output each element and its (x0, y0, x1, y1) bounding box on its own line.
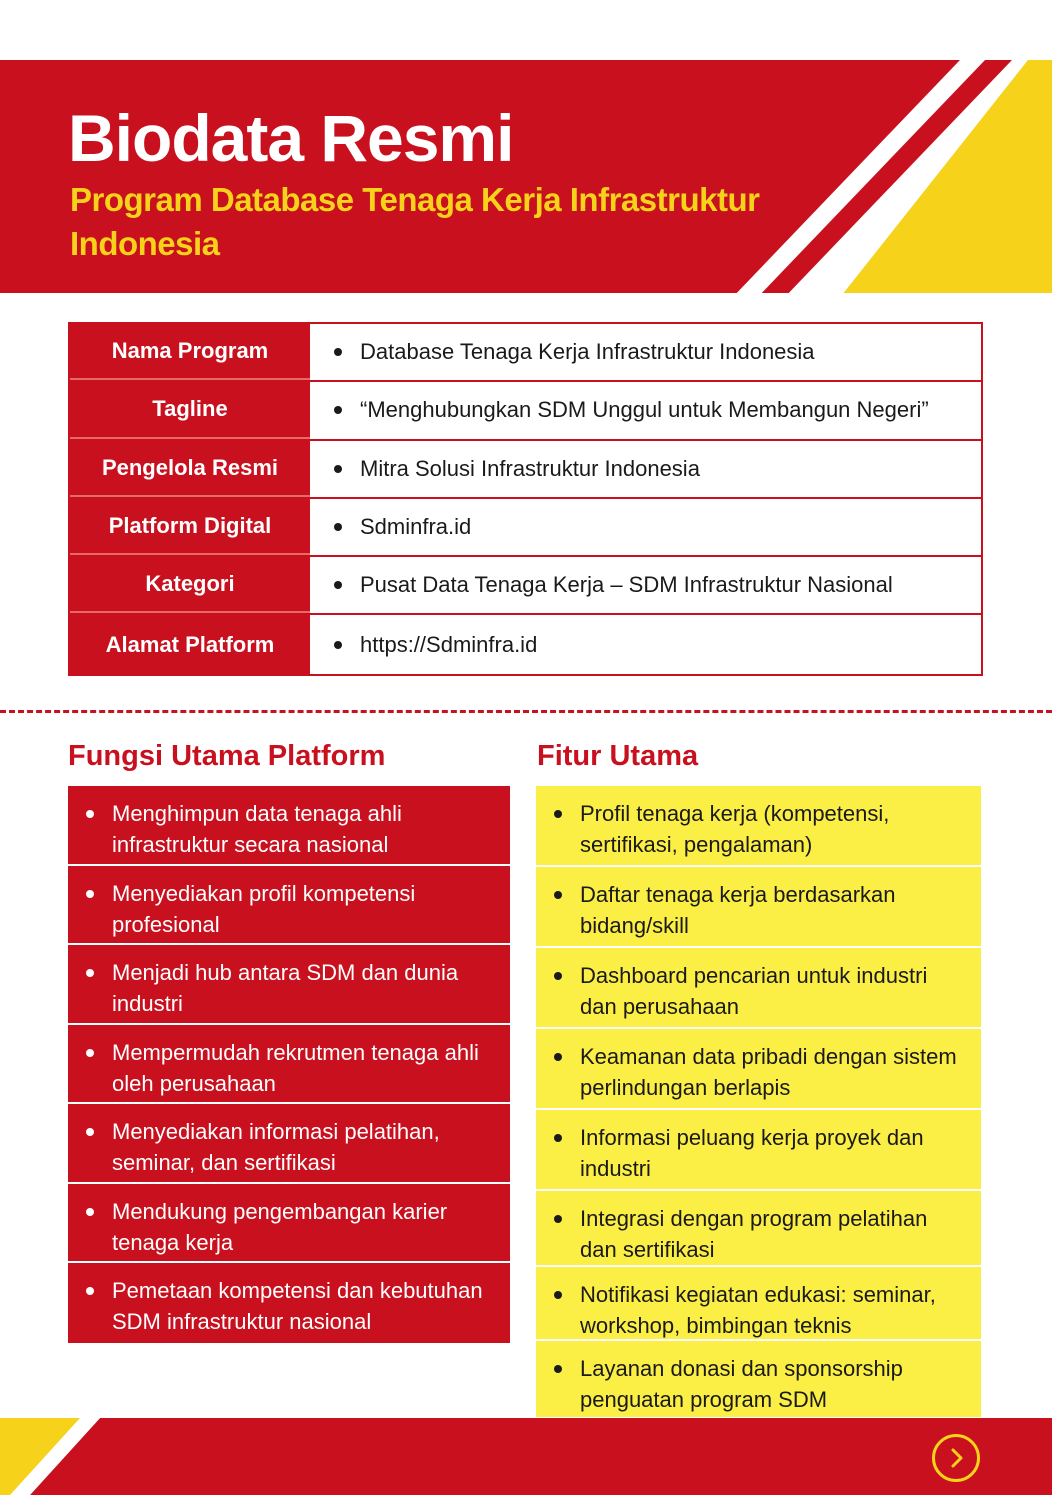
list-item (536, 1110, 981, 1191)
list-item-text: Menyediakan informasi pelatihan, seminar, dan sertifikasi (112, 1119, 440, 1175)
fitur-list (536, 786, 981, 1417)
fungsi-title: Fungsi Utama Platform (68, 740, 386, 772)
info-row-tagline (70, 382, 981, 440)
bullet-icon (554, 891, 562, 899)
list-item (68, 786, 510, 866)
info-row-alamat (70, 615, 981, 673)
info-value: “Menghubungkan SDM Unggul untuk Membangun Negeri” (360, 397, 929, 423)
list-item (536, 1191, 981, 1267)
bullet-icon (554, 972, 562, 980)
info-value-cell (310, 557, 981, 613)
info-row-kategori (70, 557, 981, 615)
bullet-icon (554, 1053, 562, 1061)
list-item (536, 1267, 981, 1341)
info-row-nama-program (70, 324, 981, 382)
list-item (536, 867, 981, 948)
footer-background (0, 1418, 1052, 1495)
list-item-text: Mempermudah rekrutmen tenaga ahli oleh perusahaan (112, 1039, 479, 1096)
bullet-icon (86, 1208, 94, 1216)
list-item (536, 786, 981, 867)
info-label: Nama Program (70, 324, 310, 380)
bullet-icon (334, 581, 342, 589)
bullet-icon (554, 1215, 562, 1223)
list-item-text: Dashboard pencarian untuk industri dan perusahaan (580, 963, 928, 1019)
info-value-cell (310, 324, 981, 380)
info-value: Database Tenaga Kerja Infrastruktur Indonesia (360, 339, 815, 365)
chevron-right-icon (944, 1446, 968, 1470)
list-item-text: Notifikasi kegiatan edukasi: seminar, workshop, bimbingan teknis (580, 1282, 936, 1338)
page-subtitle: Program Database Tenaga Kerja Infrastruktur Indonesia (70, 181, 760, 262)
list-item-text: Menyediakan profil kompetensi profesional (112, 880, 416, 937)
next-button[interactable] (932, 1434, 980, 1482)
list-item (68, 1025, 510, 1105)
info-row-platform (70, 499, 981, 557)
bullet-icon (554, 1291, 562, 1299)
list-item (68, 866, 510, 946)
bullet-icon (334, 465, 342, 473)
fitur-title: Fitur Utama (537, 740, 699, 772)
info-row-pengelola (70, 441, 981, 499)
list-item (536, 1029, 981, 1110)
info-value-cell (310, 441, 981, 497)
bullet-icon (334, 523, 342, 531)
bullet-icon (86, 969, 94, 977)
list-item-text: Profil tenaga kerja (kompetensi, sertifikasi, pengalaman) (580, 801, 890, 857)
list-item (68, 1184, 510, 1264)
bullet-icon (334, 641, 342, 649)
list-item-text: Integrasi dengan program pelatihan dan sertifikasi (580, 1206, 928, 1262)
bullet-icon (554, 810, 562, 818)
bullet-icon (86, 1128, 94, 1136)
dashed-divider (0, 710, 1052, 713)
bullet-icon (86, 1287, 94, 1295)
bullet-icon (334, 348, 342, 356)
bullet-icon (86, 1049, 94, 1057)
bullet-icon (86, 810, 94, 818)
list-item-text: Pemetaan kompetensi dan kebutuhan SDM infrastruktur nasional (112, 1278, 483, 1334)
info-label: Pengelola Resmi (70, 441, 310, 497)
info-label: Kategori (70, 557, 310, 613)
info-value: Pusat Data Tenaga Kerja – SDM Infrastruktur Nasional (360, 572, 893, 598)
bullet-icon (554, 1365, 562, 1373)
list-item (536, 948, 981, 1029)
page-title: Biodata Resmi (68, 101, 514, 175)
list-item-text: Informasi peluang kerja proyek dan industri (580, 1125, 924, 1181)
list-item-text: Layanan donasi dan sponsorship penguatan program SDM (580, 1356, 903, 1412)
info-label: Tagline (70, 382, 310, 438)
list-item (536, 1341, 981, 1417)
info-value-cell (310, 499, 981, 555)
info-label: Platform Digital (70, 499, 310, 555)
fungsi-list (68, 786, 510, 1343)
info-label: Alamat Platform (70, 615, 310, 673)
list-item-text: Daftar tenaga kerja berdasarkan bidang/skill (580, 882, 896, 938)
info-value-cell (310, 615, 981, 673)
list-item-text: Keamanan data pribadi dengan sistem perlindungan berlapis (580, 1044, 957, 1100)
info-value-link[interactable]: https://Sdminfra.id (360, 631, 538, 657)
list-item-text: Menjadi hub antara SDM dan dunia industri (112, 960, 459, 1016)
info-value-cell (310, 382, 981, 438)
footer-banner (0, 1418, 1052, 1495)
header-banner (0, 0, 1052, 300)
list-item-text: Mendukung pengembangan karier tenaga kerja (112, 1198, 448, 1255)
info-value: Sdminfra.id (360, 514, 472, 540)
list-item (68, 1263, 510, 1343)
bullet-icon (86, 890, 94, 898)
bullet-icon (554, 1134, 562, 1142)
list-item (68, 1104, 510, 1184)
info-table (68, 322, 983, 676)
info-value: Mitra Solusi Infrastruktur Indonesia (360, 455, 700, 481)
list-item-text: Menghimpun data tenaga ahli infrastruktur secara nasional (112, 801, 402, 857)
list-item (68, 945, 510, 1025)
bullet-icon (334, 406, 342, 414)
